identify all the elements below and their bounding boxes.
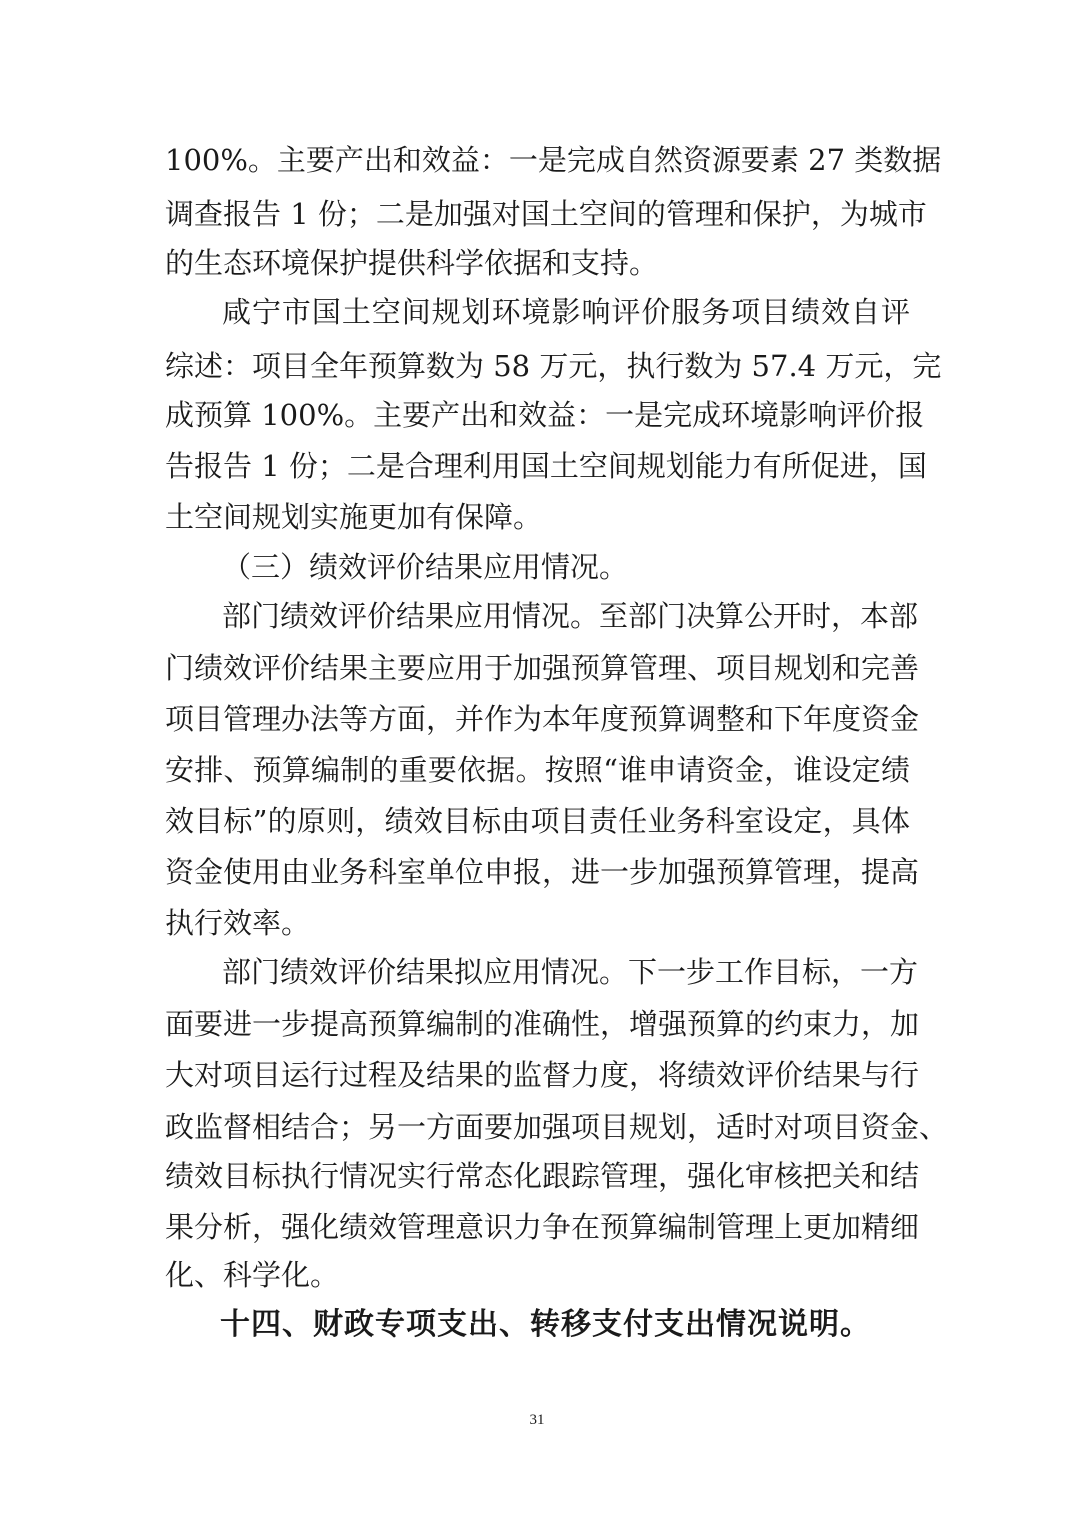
paragraph-line: 资金使用由业务科室单位申报，进一步加强预算管理，提高 [165, 855, 920, 889]
paragraph-line: 咸宁市国土空间规划环境影响评价服务项目绩效自评 [222, 295, 910, 329]
paragraph-line: 部门绩效评价结果拟应用情况。下一步工作目标，一方 [222, 955, 919, 989]
paragraph-line: 执行效率。 [165, 906, 311, 940]
paragraph-line: 综述：项目全年预算数为 58 万元，执行数为 57.4 万元，完 [165, 349, 942, 383]
paragraph-line: 土空间规划实施更加有保障。 [165, 500, 543, 534]
paragraph-line: 大对项目运行过程及结果的监督力度，将绩效评价结果与行 [165, 1058, 920, 1092]
paragraph-line: 成预算 100%。主要产出和效益：一是完成环境影响评价报 [165, 398, 925, 432]
paragraph-line: 安排、预算编制的重要依据。按照“谁申请资金，谁设定绩 [165, 753, 910, 787]
paragraph-line: 调查报告 1 份；二是加强对国土空间的管理和保护，为城市 [165, 197, 927, 231]
subsection-heading: （三）绩效评价结果应用情况。 [222, 550, 629, 584]
paragraph-line: 政监督相结合；另一方面要加强项目规划，适时对项目资金、 [165, 1110, 949, 1144]
paragraph-line: 门绩效评价结果主要应用于加强预算管理、项目规划和完善 [165, 651, 920, 685]
paragraph-line: 果分析，强化绩效管理意识力争在预算编制管理上更加精细 [165, 1210, 920, 1244]
paragraph-line: 100%。主要产出和效益：一是完成自然资源要素 27 类数据 [165, 143, 942, 177]
paragraph-line: 告报告 1 份；二是合理利用国土空间规划能力有所促进，国 [165, 449, 927, 483]
paragraph-line: 化、科学化。 [165, 1258, 340, 1292]
paragraph-line: 绩效目标执行情况实行常态化跟踪管理，强化审核把关和结 [165, 1159, 920, 1193]
section-heading: 十四、财政专项支出、转移支付支出情况说明。 [220, 1307, 871, 1342]
paragraph-line: 部门绩效评价结果应用情况。至部门决算公开时，本部 [222, 599, 919, 633]
paragraph-line: 面要进一步提高预算编制的准确性，增强预算的约束力，加 [165, 1007, 920, 1041]
paragraph-line: 项目管理办法等方面，并作为本年度预算调整和下年度资金 [165, 702, 920, 736]
page-number: 31 [529, 1412, 545, 1428]
paragraph-line: 效目标”的原则，绩效目标由项目责任业务科室设定，具体 [165, 804, 910, 838]
paragraph-line: 的生态环境保护提供科学依据和支持。 [165, 246, 659, 280]
